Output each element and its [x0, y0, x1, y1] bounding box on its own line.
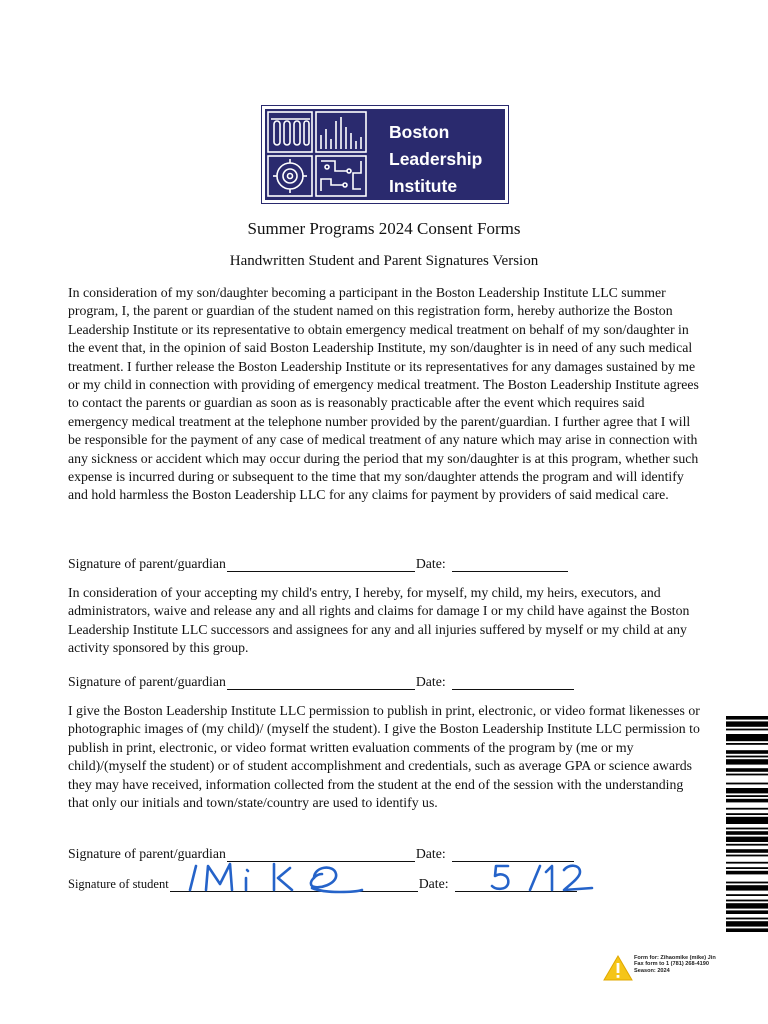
- warning-triangle-icon: [603, 954, 633, 982]
- barcode-bar: [726, 885, 768, 890]
- barcode-bar: [726, 855, 768, 857]
- date-label: Date:: [415, 846, 446, 861]
- barcode-bar: [726, 799, 768, 803]
- date-field: [452, 557, 568, 572]
- barcode-bar: [726, 721, 768, 726]
- logo-name-line3: Institute: [389, 176, 458, 196]
- parent-signature-label: Signature of parent/guardian: [68, 674, 226, 689]
- barcode-bar: [726, 768, 768, 772]
- barcode-bar: [726, 921, 768, 926]
- medical-consent-paragraph: In consideration of my son/daughter becoming a participant in the Boston Leadership Institute LLC summer program, I, the parent or guardian of the student named on this registration form, hereby authorize the Boston Leadership Institute or its representative to obtain emergency medical treatment on behalf of my son/daughter in the event that, in the opinion of said Boston Leadership Institute, my son/daughter is in need of any such medical treatment. I further release the Boston Leadership Institute or its representatives for any damages sustained by me or my child in connection with providing of emergency medical treatment. The Boston Leadership Institute agrees to contact the parents or guardian as soon as is reasonably practicable after the event which requires said emergency medical treatment at the telephone number provided by the parent/guardian. I further agree that I will be responsible for the payment of any case of medical treatment of any nature which may arise in connection with any sickness or accident which may occur during the period that my son/daughter is at this program, whether such expense is incurred during or subsequent to the time that my son/daughter attends the program and will identify and hold harmless the Boston Leadership LLC for any claims for payment by providers of said medical care.: [68, 285, 699, 503]
- barcode-bar: [726, 910, 768, 914]
- logo-name-line1: Boston: [389, 122, 450, 142]
- barcode-bar: [726, 837, 768, 842]
- barcode-bar: [726, 844, 768, 846]
- barcode-bar: [726, 928, 768, 932]
- barcode-bar: [726, 813, 768, 815]
- liability-waiver-paragraph: In consideration of your accepting my child's entry, I hereby, for myself, my child, my heirs, executors, and administrators, waive and release any and all rights and claims for damage I or my child have against the Boston Leadership Institute LLC successors and assignees for any and all injuries suffered by myself or my child at any activity sponsored by this group.: [68, 585, 690, 656]
- barcode-bar: [726, 756, 768, 758]
- barcode-bar: [726, 734, 768, 741]
- barcode-bar: [726, 750, 768, 754]
- parent-signature-line-1: [68, 552, 569, 572]
- barcode-bar: [726, 788, 768, 793]
- date-label: Date:: [418, 876, 449, 891]
- student-handwritten-signature: [186, 860, 376, 894]
- parent-signature-line-3: [68, 842, 575, 862]
- barcode-bar: [726, 808, 768, 810]
- fax-form-for: Form for: Zihaomike (mike) Jin: [634, 955, 716, 961]
- institute-logo: [262, 106, 508, 203]
- page-subtitle: Handwritten Student and Parent Signatures Version: [229, 253, 539, 269]
- barcode-bar: [726, 774, 768, 776]
- barcode-bar: [726, 795, 768, 797]
- parent-signature-label: Signature of parent/guardian: [68, 556, 226, 571]
- date-label: Date:: [415, 556, 446, 571]
- parent-signature-line-2: [68, 670, 575, 690]
- barcode-bar: [726, 918, 768, 920]
- date-field: [452, 675, 574, 690]
- parent-signature-field: [227, 675, 415, 690]
- fax-number: Fax form to 1 (781) 268-4190: [634, 961, 709, 968]
- barcode-bar: [726, 729, 768, 731]
- barcode-bar: [726, 831, 768, 835]
- barcode-icon: [726, 716, 768, 981]
- barcode-bar: [726, 828, 768, 830]
- logo-emblem-icons: [265, 109, 375, 200]
- barcode-bar: [726, 817, 768, 824]
- student-signature-label: Signature of student: [68, 877, 169, 891]
- barcode-bar: [726, 862, 768, 864]
- barcode-bar: [726, 903, 768, 908]
- page-title: Summer Programs 2024 Consent Forms: [247, 219, 521, 238]
- parent-signature-field: [227, 557, 415, 572]
- logo-name-line2: Leadership: [389, 149, 483, 169]
- media-release-paragraph: I give the Boston Leadership Institute LLC permission to publish in print, electronic, or video format likenesses or photographic images of (my child)/ (myself the student). I give the Boston Leadership Institute LLC permission to publish in print, electronic, or video format written evaluation comments of the program by (me or my child)/(myself the student) or of student accomplishment and credentials, such as average GPA or science awards they may have received, information collected from the student at the end of the session with the understanding that only our initials and town/state/country are used to identify us.: [68, 703, 700, 811]
- barcode-bar: [726, 894, 768, 896]
- barcode-bar: [726, 759, 768, 764]
- barcode-bar: [726, 743, 768, 745]
- barcode-bar: [726, 882, 768, 884]
- barcode-bar: [726, 871, 768, 875]
- barcode-bar: [726, 716, 768, 720]
- fax-season: Season: 2024: [634, 967, 670, 974]
- barcode-bar: [726, 849, 768, 853]
- fax-notice: [634, 955, 726, 974]
- logo-wordmark: [389, 119, 505, 200]
- parent-signature-label: Signature of parent/guardian: [68, 846, 226, 861]
- handwritten-date: [488, 860, 598, 894]
- barcode-bar: [726, 867, 768, 869]
- barcode-bar: [726, 783, 768, 785]
- barcode-bar: [726, 900, 768, 902]
- date-label: Date:: [415, 674, 446, 689]
